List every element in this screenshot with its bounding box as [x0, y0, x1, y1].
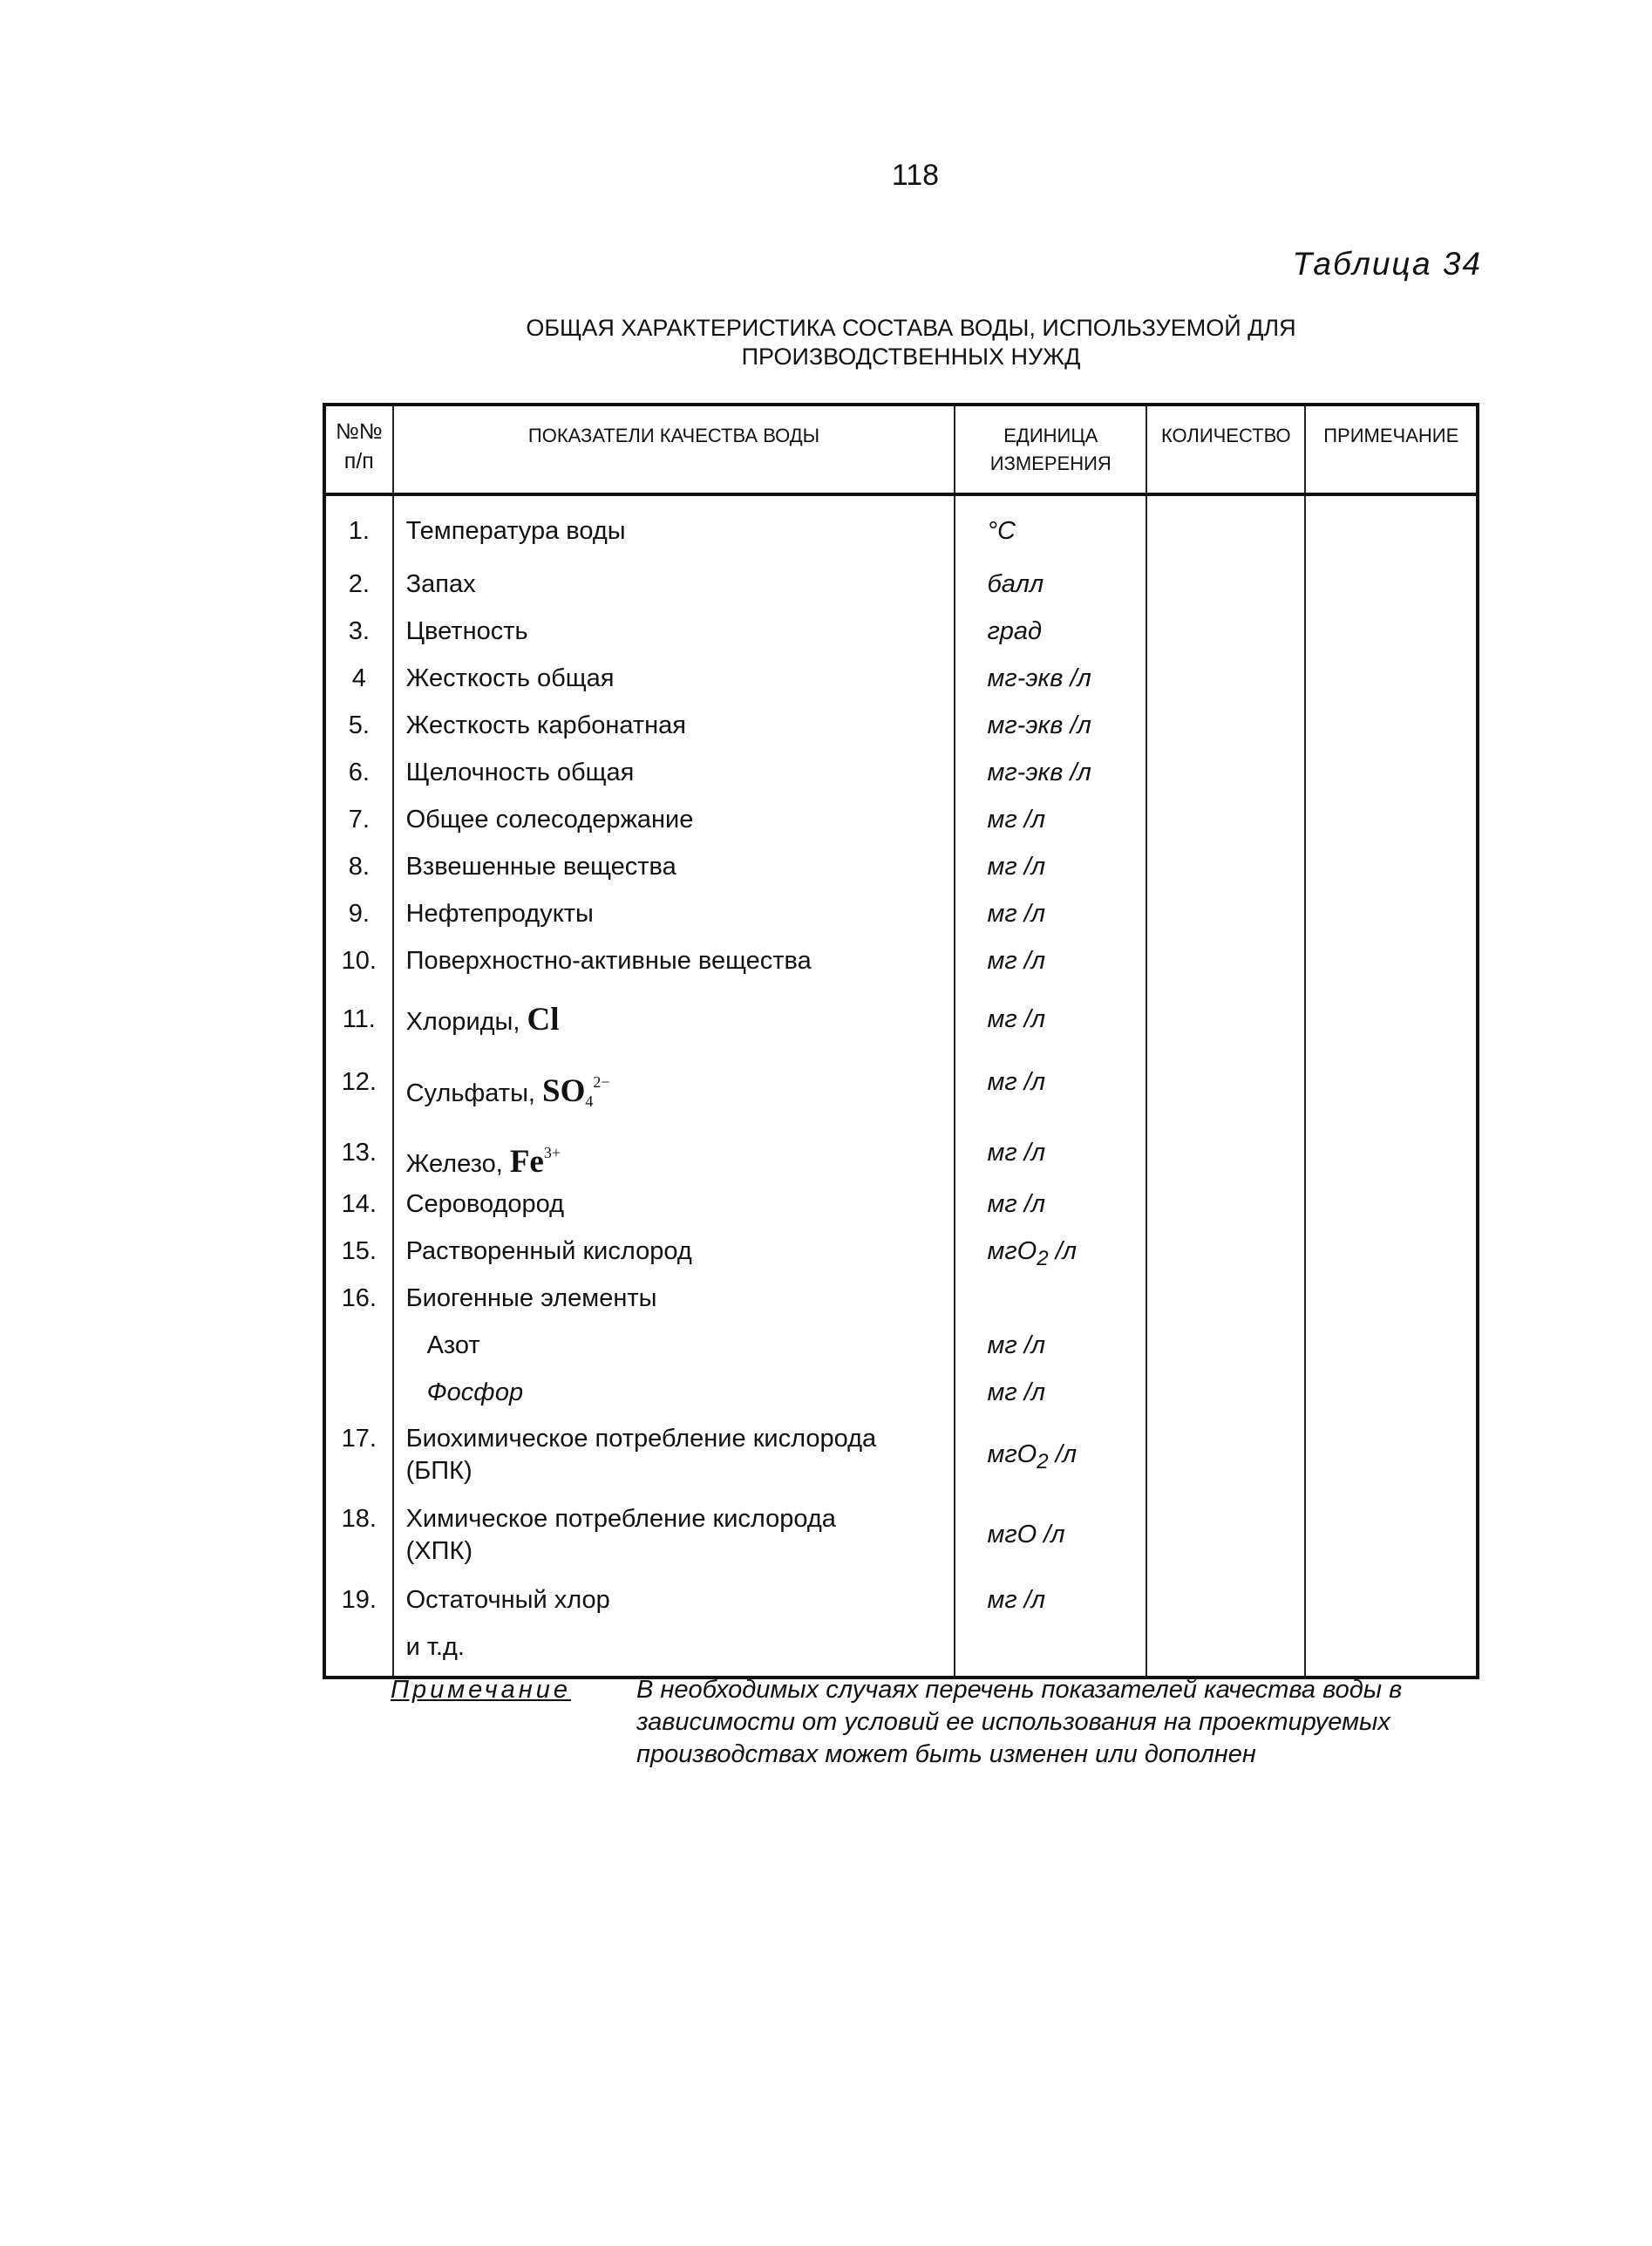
row-quantity: [1146, 1181, 1305, 1228]
iron-formula-base: Fe: [509, 1144, 544, 1180]
row-unit-text: мгO: [987, 1237, 1037, 1265]
row-unit-subscript: 2: [1037, 1449, 1049, 1474]
row-number: 11.: [324, 984, 393, 1047]
row-unit: мг /л: [955, 1181, 1146, 1228]
row-quantity: [1146, 561, 1305, 608]
table-row: [324, 702, 1478, 749]
row-unit: мг /л: [955, 890, 1146, 937]
row-number: 4: [324, 655, 393, 702]
footnote-label: Примечание: [391, 1676, 572, 1704]
table-row: [324, 1496, 1478, 1576]
row-indicator: Сероводород: [393, 1181, 955, 1228]
row-quantity: [1146, 796, 1305, 843]
row-quantity: [1146, 1576, 1305, 1623]
header-number-line-1: №№: [335, 419, 383, 444]
table-row: [324, 1118, 1478, 1181]
row-unit: °C: [955, 494, 1146, 561]
row-note: [1305, 655, 1478, 702]
row-number: 17.: [324, 1416, 393, 1496]
row-number: 9.: [324, 890, 393, 937]
row-number: 8.: [324, 843, 393, 890]
row-indicator: Запах: [393, 561, 955, 608]
table-row: [324, 608, 1478, 655]
table-row: [324, 494, 1478, 561]
row-unit: град: [955, 608, 1146, 655]
row-unit: мг /л: [955, 984, 1146, 1047]
row-indicator: [393, 984, 955, 1047]
row-quantity: [1146, 1047, 1305, 1118]
row-quantity: [1146, 1275, 1305, 1322]
table-row: [324, 561, 1478, 608]
row-note: [1305, 796, 1478, 843]
header-unit: [955, 405, 1146, 494]
row-number: [324, 1369, 393, 1416]
row-note: [1305, 702, 1478, 749]
row-indicator: Нефтепродукты: [393, 890, 955, 937]
sulfate-formula-subscript: 4: [585, 1092, 594, 1110]
table-title: [410, 314, 1412, 371]
header-number-line-2: п/п: [343, 449, 374, 473]
table-row: [324, 1275, 1478, 1322]
row-note: [1305, 1576, 1478, 1623]
row-unit: [955, 1623, 1146, 1678]
table-row: [324, 1576, 1478, 1623]
water-quality-table: [323, 403, 1479, 1679]
row-unit: [955, 1228, 1146, 1275]
row-note: [1305, 984, 1478, 1047]
row-indicator: [393, 1496, 955, 1576]
row-quantity: [1146, 494, 1305, 561]
row-unit: мг /л: [955, 1576, 1146, 1623]
header-indicator: ПОКАЗАТЕЛИ КАЧЕСТВА ВОДЫ: [393, 405, 955, 494]
row-indicator-line-2: (БПК): [405, 1457, 472, 1485]
row-indicator: Остаточный хлор: [393, 1576, 955, 1623]
table-row: [324, 1623, 1478, 1678]
table-row: [324, 984, 1478, 1047]
row-note: [1305, 1496, 1478, 1576]
row-number: 2.: [324, 561, 393, 608]
row-indicator: Поверхностно-активные вещества: [393, 937, 955, 984]
row-quantity: [1146, 749, 1305, 796]
row-unit-tail: /л: [1048, 1237, 1078, 1265]
row-quantity: [1146, 843, 1305, 890]
row-note: [1305, 561, 1478, 608]
row-quantity: [1146, 937, 1305, 984]
footnote-text: В необходимых случаях перечень показателей качества воды в зависимости от условий ее использования на проектируемых производствах может быть изменен или дополнен: [636, 1676, 1403, 1768]
row-number: [324, 1623, 393, 1678]
table-row: [324, 796, 1478, 843]
sulfate-formula: [542, 1073, 610, 1109]
row-note: [1305, 1047, 1478, 1118]
row-indicator-line-1: Биохимическое потребление кислорода: [405, 1425, 877, 1453]
row-indicator: Температура воды: [393, 494, 955, 561]
row-note: [1305, 1181, 1478, 1228]
row-unit-text: мгO: [987, 1440, 1037, 1468]
row-number: 10.: [324, 937, 393, 984]
row-indicator: Взвешенные вещества: [393, 843, 955, 890]
iron-formula: [510, 1144, 561, 1180]
row-indicator: [393, 1118, 955, 1181]
row-note: [1305, 937, 1478, 984]
row-quantity: [1146, 608, 1305, 655]
row-indicator-text: Железо,: [405, 1150, 503, 1178]
header-unit-line-2: ИЗМЕРЕНИЯ: [989, 453, 1112, 474]
row-quantity: [1146, 890, 1305, 937]
row-indicator: Щелочность общая: [393, 749, 955, 796]
row-note: [1305, 1118, 1478, 1181]
table-title-line-2: ПРОИЗВОДСТВЕННЫХ НУЖД: [741, 344, 1081, 370]
row-number: 15.: [324, 1228, 393, 1275]
table-title-line-1: ОБЩАЯ ХАРАКТЕРИСТИКА СОСТАВА ВОДЫ, ИСПОЛЬЗУЕМОЙ ДЛЯ: [526, 315, 1296, 341]
sulfate-formula-base: SO: [542, 1073, 586, 1109]
row-note: [1305, 1322, 1478, 1369]
table-row: [324, 937, 1478, 984]
table-row: [324, 890, 1478, 937]
page-number: 118: [891, 159, 940, 192]
row-note: [1305, 1228, 1478, 1275]
row-indicator-line-1: Химическое потребление кислорода: [405, 1505, 836, 1533]
table-row: [324, 1228, 1478, 1275]
row-unit: мг /л: [955, 1322, 1146, 1369]
header-number: [324, 405, 393, 494]
row-unit: мг /л: [955, 1047, 1146, 1118]
row-number: 3.: [324, 608, 393, 655]
row-quantity: [1146, 1416, 1305, 1496]
row-indicator: Жесткость карбонатная: [393, 702, 955, 749]
row-indicator-line-2: (ХПК): [405, 1537, 472, 1565]
row-indicator: [393, 1416, 955, 1496]
row-note: [1305, 890, 1478, 937]
header-quantity: КОЛИЧЕСТВО: [1146, 405, 1305, 494]
chloride-formula: Cl: [527, 1002, 560, 1038]
table-row: [324, 749, 1478, 796]
row-note: [1305, 608, 1478, 655]
sulfate-formula-charge: 2−: [593, 1073, 610, 1091]
row-unit: мг /л: [955, 843, 1146, 890]
iron-formula-charge: 3+: [543, 1144, 561, 1161]
row-number: 13.: [324, 1118, 393, 1181]
row-unit: мгO /л: [955, 1496, 1146, 1576]
row-indicator: Растворенный кислород: [393, 1228, 955, 1275]
row-indicator: и т.д.: [393, 1623, 955, 1678]
row-quantity: [1146, 655, 1305, 702]
row-indicator: Фосфор: [393, 1369, 955, 1416]
row-unit: мг-экв /л: [955, 702, 1146, 749]
row-number: 14.: [324, 1181, 393, 1228]
row-number: 12.: [324, 1047, 393, 1118]
row-indicator: [393, 1047, 955, 1118]
row-unit-subscript: 2: [1037, 1246, 1049, 1270]
row-quantity: [1146, 1496, 1305, 1576]
row-unit: [955, 1275, 1146, 1322]
row-quantity: [1146, 702, 1305, 749]
table-row: [324, 843, 1478, 890]
table-row: [324, 1181, 1478, 1228]
row-number: 7.: [324, 796, 393, 843]
row-note: [1305, 494, 1478, 561]
table-row: [324, 655, 1478, 702]
row-quantity: [1146, 1228, 1305, 1275]
row-indicator-text: Сульфаты,: [405, 1079, 535, 1107]
row-unit-tail: /л: [1048, 1440, 1078, 1468]
row-unit: мг /л: [955, 1369, 1146, 1416]
row-unit: мг-экв /л: [955, 749, 1146, 796]
row-note: [1305, 843, 1478, 890]
row-number: 5.: [324, 702, 393, 749]
row-note: [1305, 1275, 1478, 1322]
row-indicator-text: Хлориды,: [405, 1008, 520, 1036]
row-unit: мг /л: [955, 1118, 1146, 1181]
row-quantity: [1146, 1369, 1305, 1416]
row-number: 6.: [324, 749, 393, 796]
table-row: [324, 1322, 1478, 1369]
row-quantity: [1146, 1623, 1305, 1678]
header-unit-line-1: ЕДИНИЦА: [1003, 425, 1098, 446]
row-number: 19.: [324, 1576, 393, 1623]
row-note: [1305, 1369, 1478, 1416]
row-unit: мг /л: [955, 796, 1146, 843]
table-label: Таблица 34: [1292, 246, 1482, 282]
row-indicator: Жесткость общая: [393, 655, 955, 702]
row-number: 16.: [324, 1275, 393, 1322]
row-note: [1305, 1416, 1478, 1496]
table-row: [324, 1047, 1478, 1118]
row-indicator: Биогенные элементы: [393, 1275, 955, 1322]
row-unit: мг /л: [955, 937, 1146, 984]
row-quantity: [1146, 1322, 1305, 1369]
row-note: [1305, 749, 1478, 796]
row-unit: [955, 1416, 1146, 1496]
row-unit: балл: [955, 561, 1146, 608]
row-number: 1.: [324, 494, 393, 561]
table-row: [324, 1416, 1478, 1496]
row-number: [324, 1322, 393, 1369]
row-number: 18.: [324, 1496, 393, 1576]
row-unit: мг-экв /л: [955, 655, 1146, 702]
row-indicator: Цветность: [393, 608, 955, 655]
row-indicator: Общее солесодержание: [393, 796, 955, 843]
row-note: [1305, 1623, 1478, 1678]
header-note: ПРИМЕЧАНИЕ: [1305, 405, 1478, 494]
table-row: [324, 1369, 1478, 1416]
row-quantity: [1146, 984, 1305, 1047]
row-indicator: Азот: [393, 1322, 955, 1369]
table-header-row: [324, 405, 1478, 494]
row-quantity: [1146, 1118, 1305, 1181]
